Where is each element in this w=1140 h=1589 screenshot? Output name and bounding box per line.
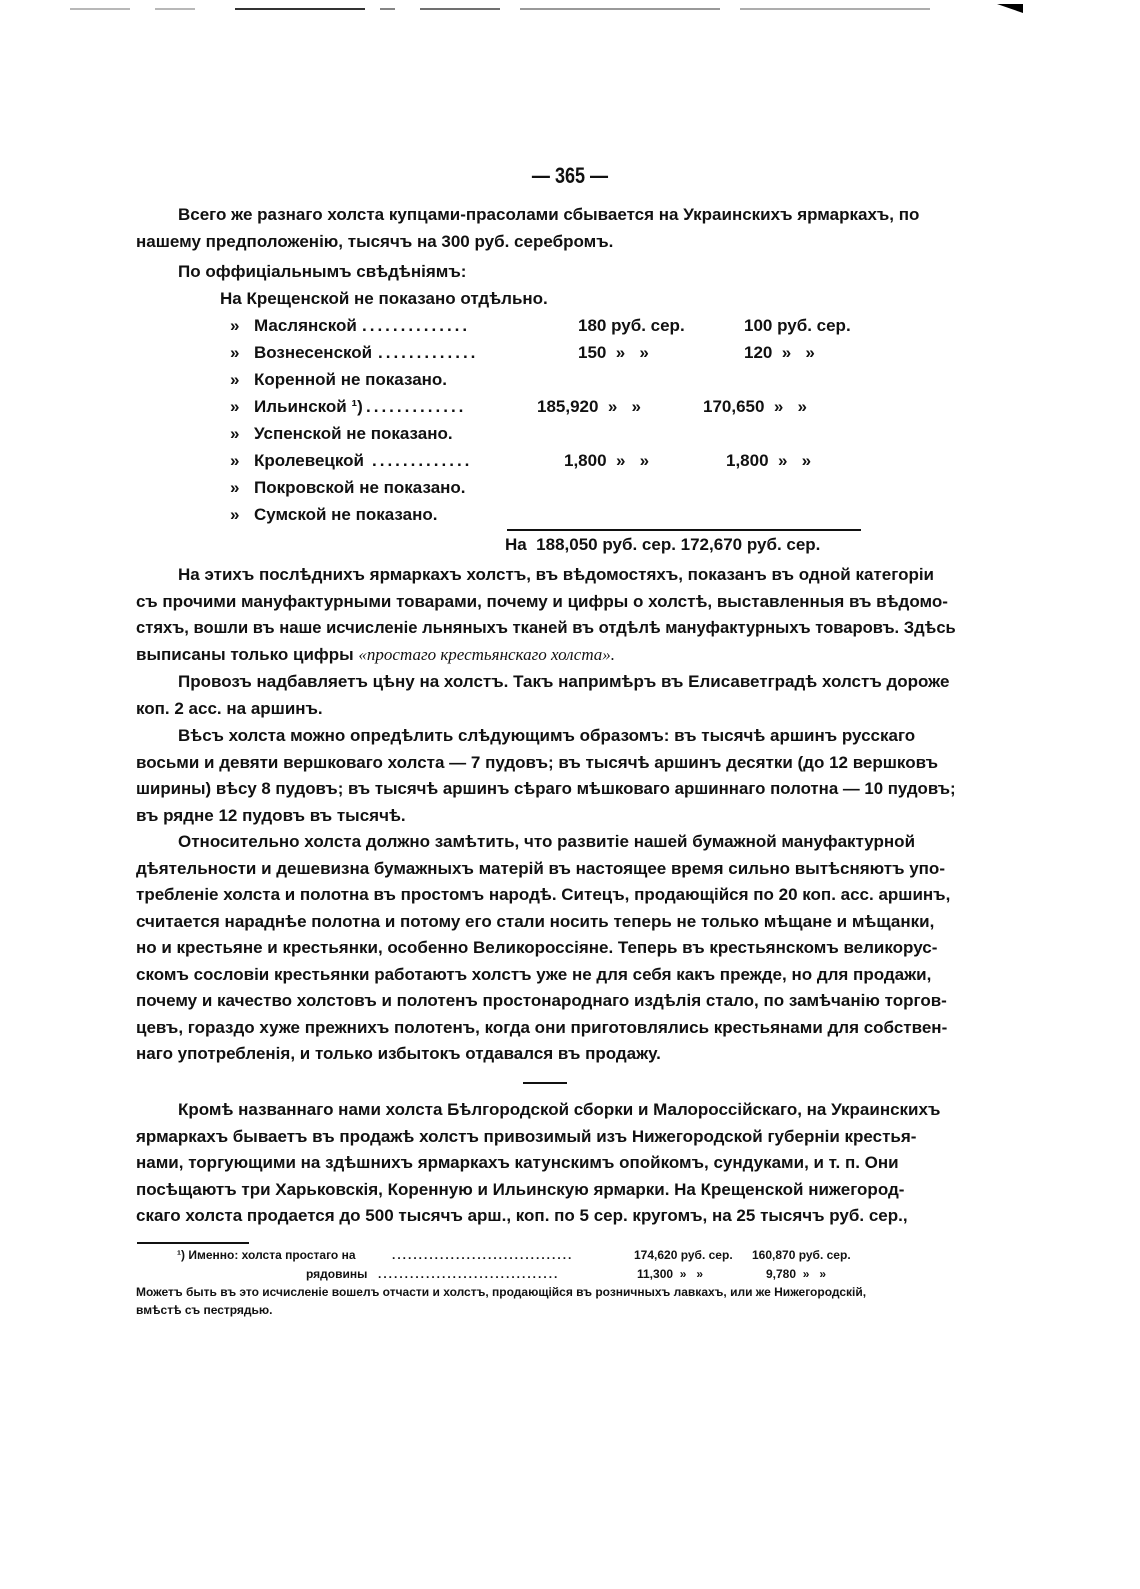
section-separator [523, 1082, 567, 1084]
listing-row [0, 502, 1140, 528]
text-line: нашему предположенію, тысячъ на 300 руб. серебромъ. [136, 231, 614, 251]
listing-row [0, 313, 1140, 339]
text-line: съ прочими мануфактурными товарами, почему и цифры о холстѣ, выставленныя въ вѣдомо- [136, 591, 948, 611]
fair-name: Успенской не показано. [254, 424, 453, 443]
text-line: восьми и девяти вершковаго холста — 7 пудовъ; въ тысячѣ аршинъ десятки (до 12 вершковъ [136, 752, 939, 772]
text-line: дѣятельности и дешевизна бумажныхъ матерій въ настоящее время сильно вытѣсняютъ упо- [136, 858, 945, 878]
leader-dots: .............. [362, 316, 471, 335]
footnote-rule [137, 1242, 249, 1244]
text-line: Провозъ надбавляетъ цѣну на холстъ. Такъ напримѣръ въ Елисаветградѣ холстъ дороже [178, 672, 950, 691]
text-line: скомъ сословіи крестьянки работаютъ холстъ уже не для себя какъ прежде, но для продажи, [136, 964, 932, 984]
text-line: скаго холста продается до 500 тысячъ арш., коп. по 5 сер. кругомъ, на 25 тысячъ руб. сер., [136, 1206, 908, 1225]
text-line [136, 642, 956, 669]
text-line: стяхъ, вошли въ наше исчисленіе льняныхъ тканей въ отдѣлѣ мануфактурныхъ товаровъ. Здѣсь [136, 618, 956, 637]
text-line: На этихъ послѣднихъ ярмаркахъ холстъ, въ вѣдомостяхъ, показанъ въ одной категоріи [178, 565, 935, 584]
footnote-value-2a: 11,300 » » [637, 1267, 704, 1281]
fair-name: Маслянской [254, 316, 357, 335]
text-line: считается нараднѣе полотна и потому его стали носить теперь не только мѣщане и мѣщанки, [136, 911, 935, 931]
text-line: нами, торгующими на здѣшнихъ ярмаркахъ катунскимъ опойкомъ, сундуками, и т. п. Они [136, 1153, 899, 1172]
leader-dots: ............. [366, 397, 467, 416]
listing-first-line: На Крещенской не показано отдѣльно. [220, 289, 548, 308]
fair-name: Вознесенской [254, 343, 373, 362]
ditto-mark: » [230, 397, 240, 416]
text-line: Кромѣ названнаго нами холста Бѣлгородской сборки и Малороссійскаго, на Украинскихъ [178, 1100, 941, 1119]
text-run: выписаны только цифры [136, 644, 359, 664]
ditto-mark: » [230, 316, 240, 335]
text-line: Относительно холста должно замѣтить, что развитіе нашей бумажной мануфактурной [178, 832, 916, 851]
text-line: Вѣсъ холста можно опредѣлить слѣдующимъ образомъ: въ тысячѣ аршинъ русскаго [178, 726, 916, 745]
value-1: 180 руб. сер. [578, 316, 685, 335]
fair-name: Кролевецкой [254, 451, 365, 470]
ditto-mark: » [230, 478, 240, 497]
value-1: 150 » » [578, 343, 649, 362]
ditto-mark: » [230, 451, 240, 470]
listing-row [0, 394, 1140, 420]
text-line: почему и качество холстовъ и полотенъ простонароднаго издѣлія стало, по замѣчанію торгов- [136, 991, 947, 1010]
quoted-italic-text: «простаго крестьянскаго холста». [358, 644, 616, 664]
ditto-mark: » [230, 343, 240, 362]
text-line: коп. 2 асс. на аршинъ. [136, 698, 323, 718]
fair-name: Сумской не показано. [254, 505, 438, 524]
ditto-mark: » [230, 505, 240, 524]
text-line: въ рядне 12 пудовъ въ тысячѣ. [136, 805, 406, 825]
text-line: требленіе холста и полотна въ простомъ народѣ. Ситецъ, продающійся по 20 коп. асс. аршинъ, [136, 885, 951, 904]
value-2: 100 руб. сер. [744, 316, 851, 335]
footnote-value-1a: 174,620 руб. сер. [634, 1248, 733, 1262]
text-line: цевъ, гораздо хуже прежнихъ полотенъ, когда они приготовлялись крестьянами для собствен- [136, 1017, 948, 1037]
value-1: 1,800 » » [564, 451, 650, 470]
text-line: ширины) вѣсу 8 пудовъ; въ тысячѣ аршинъ сѣраго мѣшковаго аршиннаго полотна — 10 пудовъ; [136, 779, 956, 798]
footnote-label-1: ¹) Именно: холста простаго на [177, 1248, 356, 1262]
paragraph [136, 1097, 956, 1230]
listing-row [0, 367, 1140, 393]
footnote-value-2b: 9,780 » » [766, 1267, 827, 1281]
paragraph [136, 669, 956, 722]
footnote-note-line: вмѣстѣ съ пестрядью. [136, 1303, 273, 1317]
listing-row [0, 448, 1140, 474]
listing-row [0, 421, 1140, 447]
leader-dots: ............. [378, 343, 479, 362]
fair-name: Покровской не показано. [254, 478, 466, 497]
leader-dots: .................................. [378, 1267, 560, 1281]
fair-name: Ильинской ¹) [254, 397, 363, 416]
value-2: 1,800 » » [726, 451, 812, 470]
value-2: 120 » » [744, 343, 815, 362]
page-number: — 365 — [531, 163, 609, 188]
leader-dots: .................................. [392, 1248, 574, 1262]
text-line: наго употребленія, и только избытокъ отдавался въ продажу. [136, 1044, 661, 1063]
text-line: но и крестьяне и крестьянки, особенно Великороссіяне. Теперь въ крестьянскомъ великорус- [136, 938, 938, 957]
ditto-mark: » [230, 370, 240, 389]
ditto-mark: » [230, 424, 240, 443]
footnote-value-1b: 160,870 руб. сер. [752, 1248, 851, 1262]
listing-row [0, 475, 1140, 501]
listing-total: На 188,050 руб. сер. 172,670 руб. сер. [505, 535, 821, 554]
leader-dots: ............. [372, 451, 473, 470]
fair-name: Коренной не показано. [254, 370, 448, 389]
footnote-label-2: рядовины [306, 1267, 368, 1281]
paragraph [136, 829, 956, 1068]
paragraph [136, 562, 956, 668]
total-rule [507, 529, 861, 531]
text-line: посѣщаютъ три Харьковскія, Коренную и Ильинскую ярмарки. На Крещенской нижегород- [136, 1179, 905, 1199]
value-1: 185,920 » » [537, 397, 641, 416]
listing-heading: По оффиціальнымъ свѣдѣніямъ: [178, 262, 467, 281]
footnote-note-line: Можетъ быть въ это исчисленіе вошелъ отчасти и холстъ, продающійся въ розничныхъ лавкахъ, или же Нижегородскій, [136, 1285, 867, 1299]
intro-paragraph [136, 202, 956, 255]
corner-ink-mark [997, 4, 1023, 13]
scan-edge-artifact [0, 8, 1140, 12]
text-line: Всего же разнаго холста купцами-прасолами сбывается на Украинскихъ ярмаркахъ, по [178, 205, 920, 224]
text-line: ярмаркахъ бываетъ въ продажѣ холстъ привозимый изъ Нижегородской губерніи крестья- [136, 1126, 917, 1146]
paragraph [136, 723, 956, 829]
listing-row [0, 340, 1140, 366]
value-2: 170,650 » » [703, 397, 807, 416]
